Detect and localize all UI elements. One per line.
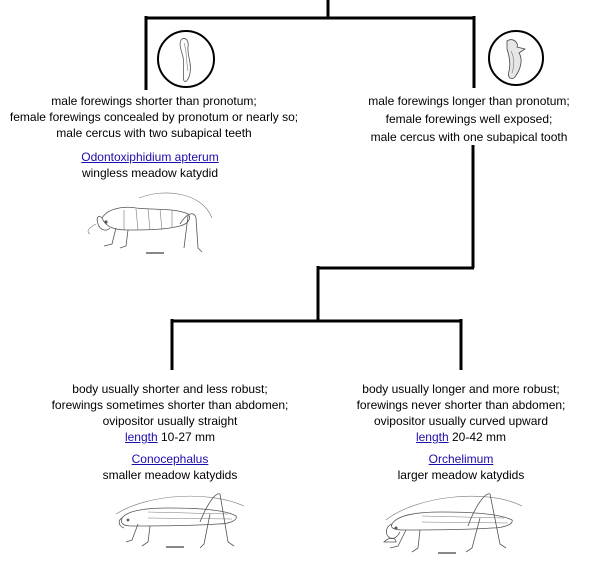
genus-link-conocephalus[interactable]: Conocephalus [131, 452, 209, 466]
trait-line: male cercus with two subapical teeth [56, 126, 252, 140]
trait-line: body usually shorter and less robust; [72, 382, 268, 396]
wingless-katydid-illustration[interactable] [84, 188, 216, 260]
length-row [45, 429, 295, 445]
couplet-bottom-left [45, 381, 295, 483]
common-name: smaller meadow katydids [102, 468, 238, 482]
trait-line: male forewings longer than pronotum; [368, 94, 570, 108]
length-link[interactable]: length [415, 430, 449, 444]
length-link[interactable]: length [124, 430, 158, 444]
genus-link-odontoxiphidium[interactable]: Odontoxiphidium apterum [81, 150, 219, 164]
trait-line: forewings never shorter than abdomen; [356, 398, 566, 412]
common-name: wingless meadow katydid [81, 166, 219, 180]
genus-link-orchelimum[interactable]: Orchelimum [428, 452, 494, 466]
couplet-bottom-right [330, 381, 592, 483]
common-name: larger meadow katydids [397, 468, 525, 482]
trait-line: female forewings concealed by pronotum or nearly so; [9, 110, 299, 124]
conocephalus-illustration[interactable] [108, 484, 248, 556]
taxon-odontoxiphidium [0, 149, 300, 181]
trait-line: male cercus with one subapical tooth [370, 130, 568, 144]
couplet-left-top [0, 93, 308, 141]
length-value: 10-27 mm [161, 430, 216, 444]
trait-line: body usually longer and more robust; [362, 382, 560, 396]
orchelimum-illustration[interactable] [376, 484, 526, 558]
two-tooth-cercus-icon [156, 29, 216, 89]
couplet-right-top [340, 93, 598, 145]
trait-line: ovipositor usually curved upward [373, 414, 549, 428]
one-tooth-cercus-icon [487, 29, 545, 87]
trait-line: female forewings well exposed; [385, 112, 553, 126]
length-row [330, 429, 592, 445]
length-value: 20-42 mm [452, 430, 507, 444]
trait-line: forewings sometimes shorter than abdomen; [51, 398, 289, 412]
trait-line: ovipositor usually straight [102, 414, 238, 428]
trait-line: male forewings shorter than pronotum; [51, 94, 257, 108]
